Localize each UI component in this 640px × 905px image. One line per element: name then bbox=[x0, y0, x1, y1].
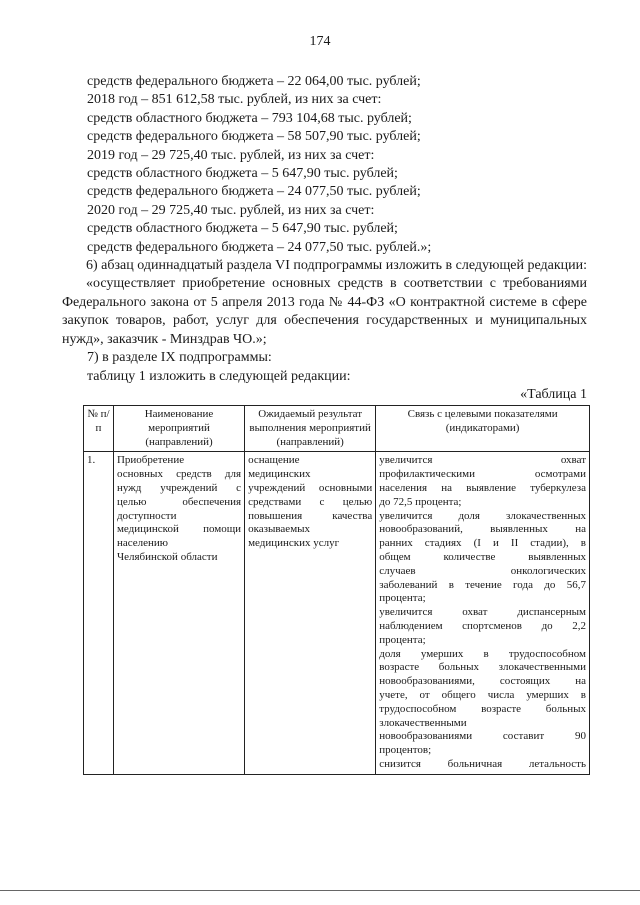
header-result: Ожидаемый результат выполнения мероприятий (направлений) bbox=[245, 406, 376, 452]
cell-line: новообразованиями составит 90 bbox=[379, 730, 586, 743]
cell-line: медицинской помощи bbox=[116, 523, 242, 536]
quoted-paragraph: «осуществляет приобретение основных средств в соответствии с требованиями Федерального закона от 5 апреля 2013 года № 44-ФЗ «О контрактной системе в сфере закупок товаров, работ, услуг для обеспечения государственных и муниципальных нужд», заказчик - Минздрав ЧО.»; bbox=[62, 276, 587, 347]
header-indicators: Связь с целевыми показателями (индикаторами) bbox=[376, 406, 590, 452]
cell-line: Приобретение bbox=[116, 454, 185, 467]
header-number: № п/п bbox=[84, 406, 114, 452]
cell-line: новообразований, выявленных на bbox=[379, 523, 586, 536]
cell-line: основных средств для bbox=[116, 468, 242, 481]
cell-line: нужд учреждений с bbox=[116, 481, 242, 494]
cell-line: злокачественными bbox=[379, 716, 467, 729]
cell-line: новообразованиями, состоящих на bbox=[379, 675, 586, 688]
paragraph: таблицу 1 изложить в следующей редакции: bbox=[87, 368, 351, 384]
cell-line: увеличится доля злокачественных bbox=[379, 509, 586, 522]
cell-line: наблюдением спортсменов до 2,2 bbox=[379, 619, 586, 632]
header-activity: Наименование мероприятий (направлений) bbox=[113, 406, 244, 452]
cell-line: профилактическими осмотрами bbox=[379, 468, 586, 481]
cell-line: процента; bbox=[379, 633, 426, 646]
paragraph: средств федерального бюджета – 22 064,00 тыс. рублей; bbox=[87, 74, 421, 89]
table-row bbox=[84, 452, 590, 774]
paragraph: средств федерального бюджета – 24 077,50 тыс. рублей; bbox=[87, 184, 421, 200]
activity-cell bbox=[113, 452, 244, 774]
cell-line: оказываемых bbox=[248, 523, 311, 536]
cell-line: медицинских bbox=[248, 468, 311, 481]
paragraph: средств областного бюджета – 5 647,90 тыс. рублей; bbox=[87, 221, 398, 237]
cell-line: снизится больничная летальность bbox=[379, 757, 586, 770]
cell-line: до 72,5 процента; bbox=[379, 495, 462, 508]
cell-line: общем количестве выявленных bbox=[379, 550, 586, 563]
cell-line: населения на выявление туберкулеза bbox=[379, 481, 586, 494]
paragraph: средств областного бюджета – 793 104,68 тыс. рублей; bbox=[87, 110, 412, 126]
page-edge-rule bbox=[0, 890, 640, 891]
indicators-cell bbox=[376, 452, 590, 774]
cell-line: трудоспособном возрасте больных bbox=[379, 702, 586, 715]
paragraph: 2019 год – 29 725,40 тыс. рублей, из них за счет: bbox=[87, 147, 375, 163]
cell-line: доступности bbox=[116, 509, 177, 522]
row-number: 1. bbox=[84, 452, 114, 774]
cell-line: Челябинской области bbox=[116, 550, 218, 563]
paragraph: 2018 год – 851 612,58 тыс. рублей, из них за счет: bbox=[87, 92, 382, 108]
activities-table bbox=[83, 405, 590, 775]
document-body bbox=[62, 73, 587, 404]
cell-line: ранних стадиях (I и II стадии), в bbox=[379, 537, 586, 550]
cell-line: доля умерших в трудоспособном bbox=[379, 647, 586, 660]
cell-line: возрасте больных злокачественными bbox=[379, 661, 586, 674]
paragraph: 6) абзац одиннадцатый раздела VI подпрограммы изложить в следующей редакции: bbox=[86, 258, 587, 274]
cell-line: заболеваний в течение года до 56,7 bbox=[379, 578, 586, 591]
cell-line: целью обеспечения bbox=[116, 495, 242, 508]
table-caption: «Таблица 1 bbox=[520, 386, 587, 402]
paragraph: средств федерального бюджета – 58 507,90 тыс. рублей; bbox=[87, 129, 421, 145]
cell-line: процентов; bbox=[379, 744, 432, 757]
cell-line: увеличится охват диспансерным bbox=[379, 606, 586, 619]
paragraph: средств федерального бюджета – 24 077,50 тыс. рублей.»; bbox=[87, 239, 432, 255]
cell-line: повышения качества bbox=[248, 509, 373, 522]
result-cell bbox=[245, 452, 376, 774]
cell-line: учете, от общего числа умерших в bbox=[379, 688, 586, 701]
cell-line: населению bbox=[116, 537, 168, 550]
cell-line: оснащение bbox=[248, 454, 300, 467]
cell-line: учреждений основными bbox=[248, 481, 373, 494]
cell-line: случаев онкологических bbox=[379, 564, 586, 577]
table-header-row bbox=[84, 406, 590, 452]
cell-line: увеличится охват bbox=[379, 454, 586, 467]
cell-line: средствами с целью bbox=[248, 495, 373, 508]
page-number: 174 bbox=[309, 34, 331, 49]
paragraph: 7) в разделе IX подпрограммы: bbox=[87, 350, 272, 366]
cell-line: медицинских услуг bbox=[248, 537, 340, 550]
paragraph: средств областного бюджета – 5 647,90 тыс. рублей; bbox=[87, 166, 398, 182]
cell-line: процента; bbox=[379, 592, 426, 605]
paragraph: 2020 год – 29 725,40 тыс. рублей, из них за счет: bbox=[87, 202, 375, 218]
